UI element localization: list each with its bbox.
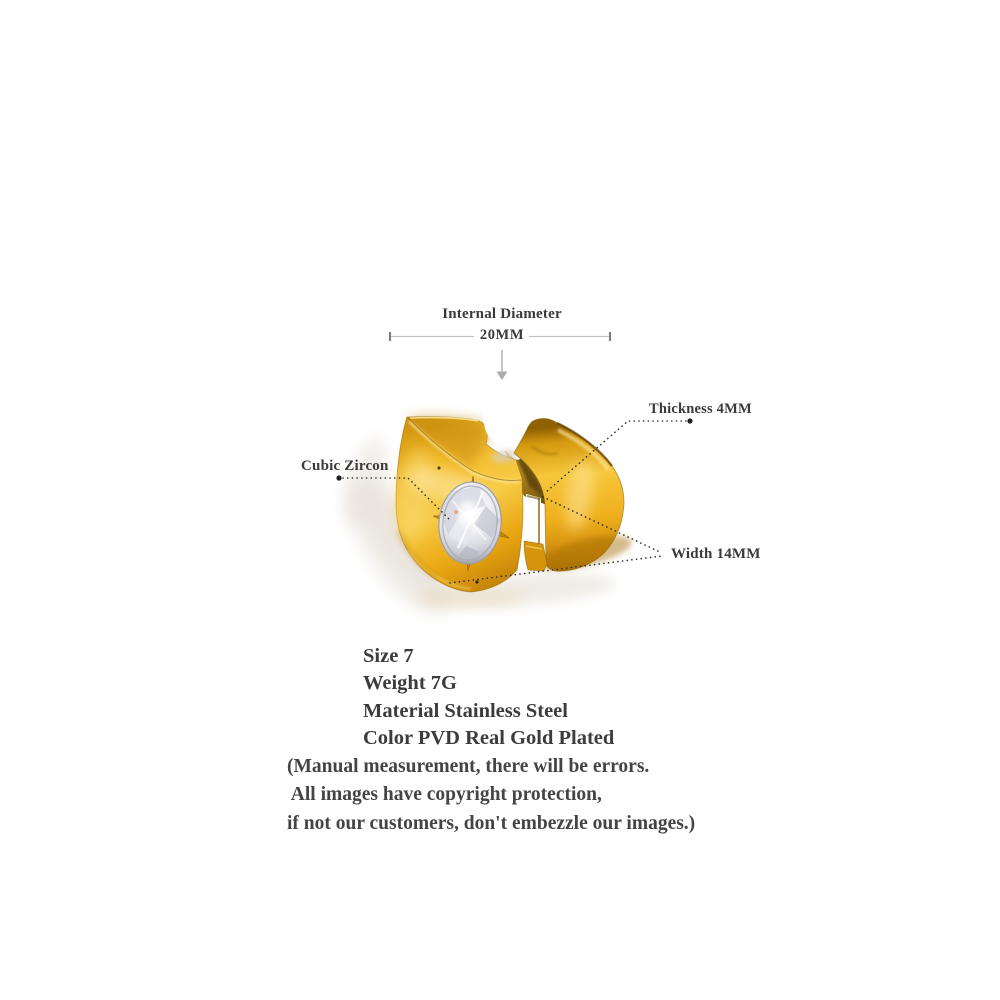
ring-slot-cutout [524, 494, 547, 571]
disclaimer-line: (Manual measurement, there will be errors. [287, 756, 650, 777]
leader-dot-icon [687, 418, 692, 423]
width-label: Width 14MM [671, 546, 761, 562]
cubic-zircon-label: Cubic Zircon [301, 458, 389, 474]
leader-dot-icon [336, 475, 341, 480]
internal-diameter-label: Internal Diameter [442, 306, 562, 322]
spec-list [363, 643, 614, 753]
spec-weight: Weight 7G [363, 672, 457, 695]
disclaimer-line: All images have copyright protection, [287, 784, 602, 806]
disclaimer-line: if not our customers, don't embezzle our images.) [287, 812, 696, 834]
spec-material: Material Stainless Steel [363, 699, 568, 722]
disclaimer [287, 753, 695, 838]
internal-diameter-value: 20MM [479, 327, 525, 343]
spec-size: Size 7 [363, 645, 414, 667]
down-arrow-icon [497, 350, 508, 380]
spec-color: Color PVD Real Gold Plated [363, 727, 615, 750]
thickness-label: Thickness 4MM [649, 401, 752, 417]
